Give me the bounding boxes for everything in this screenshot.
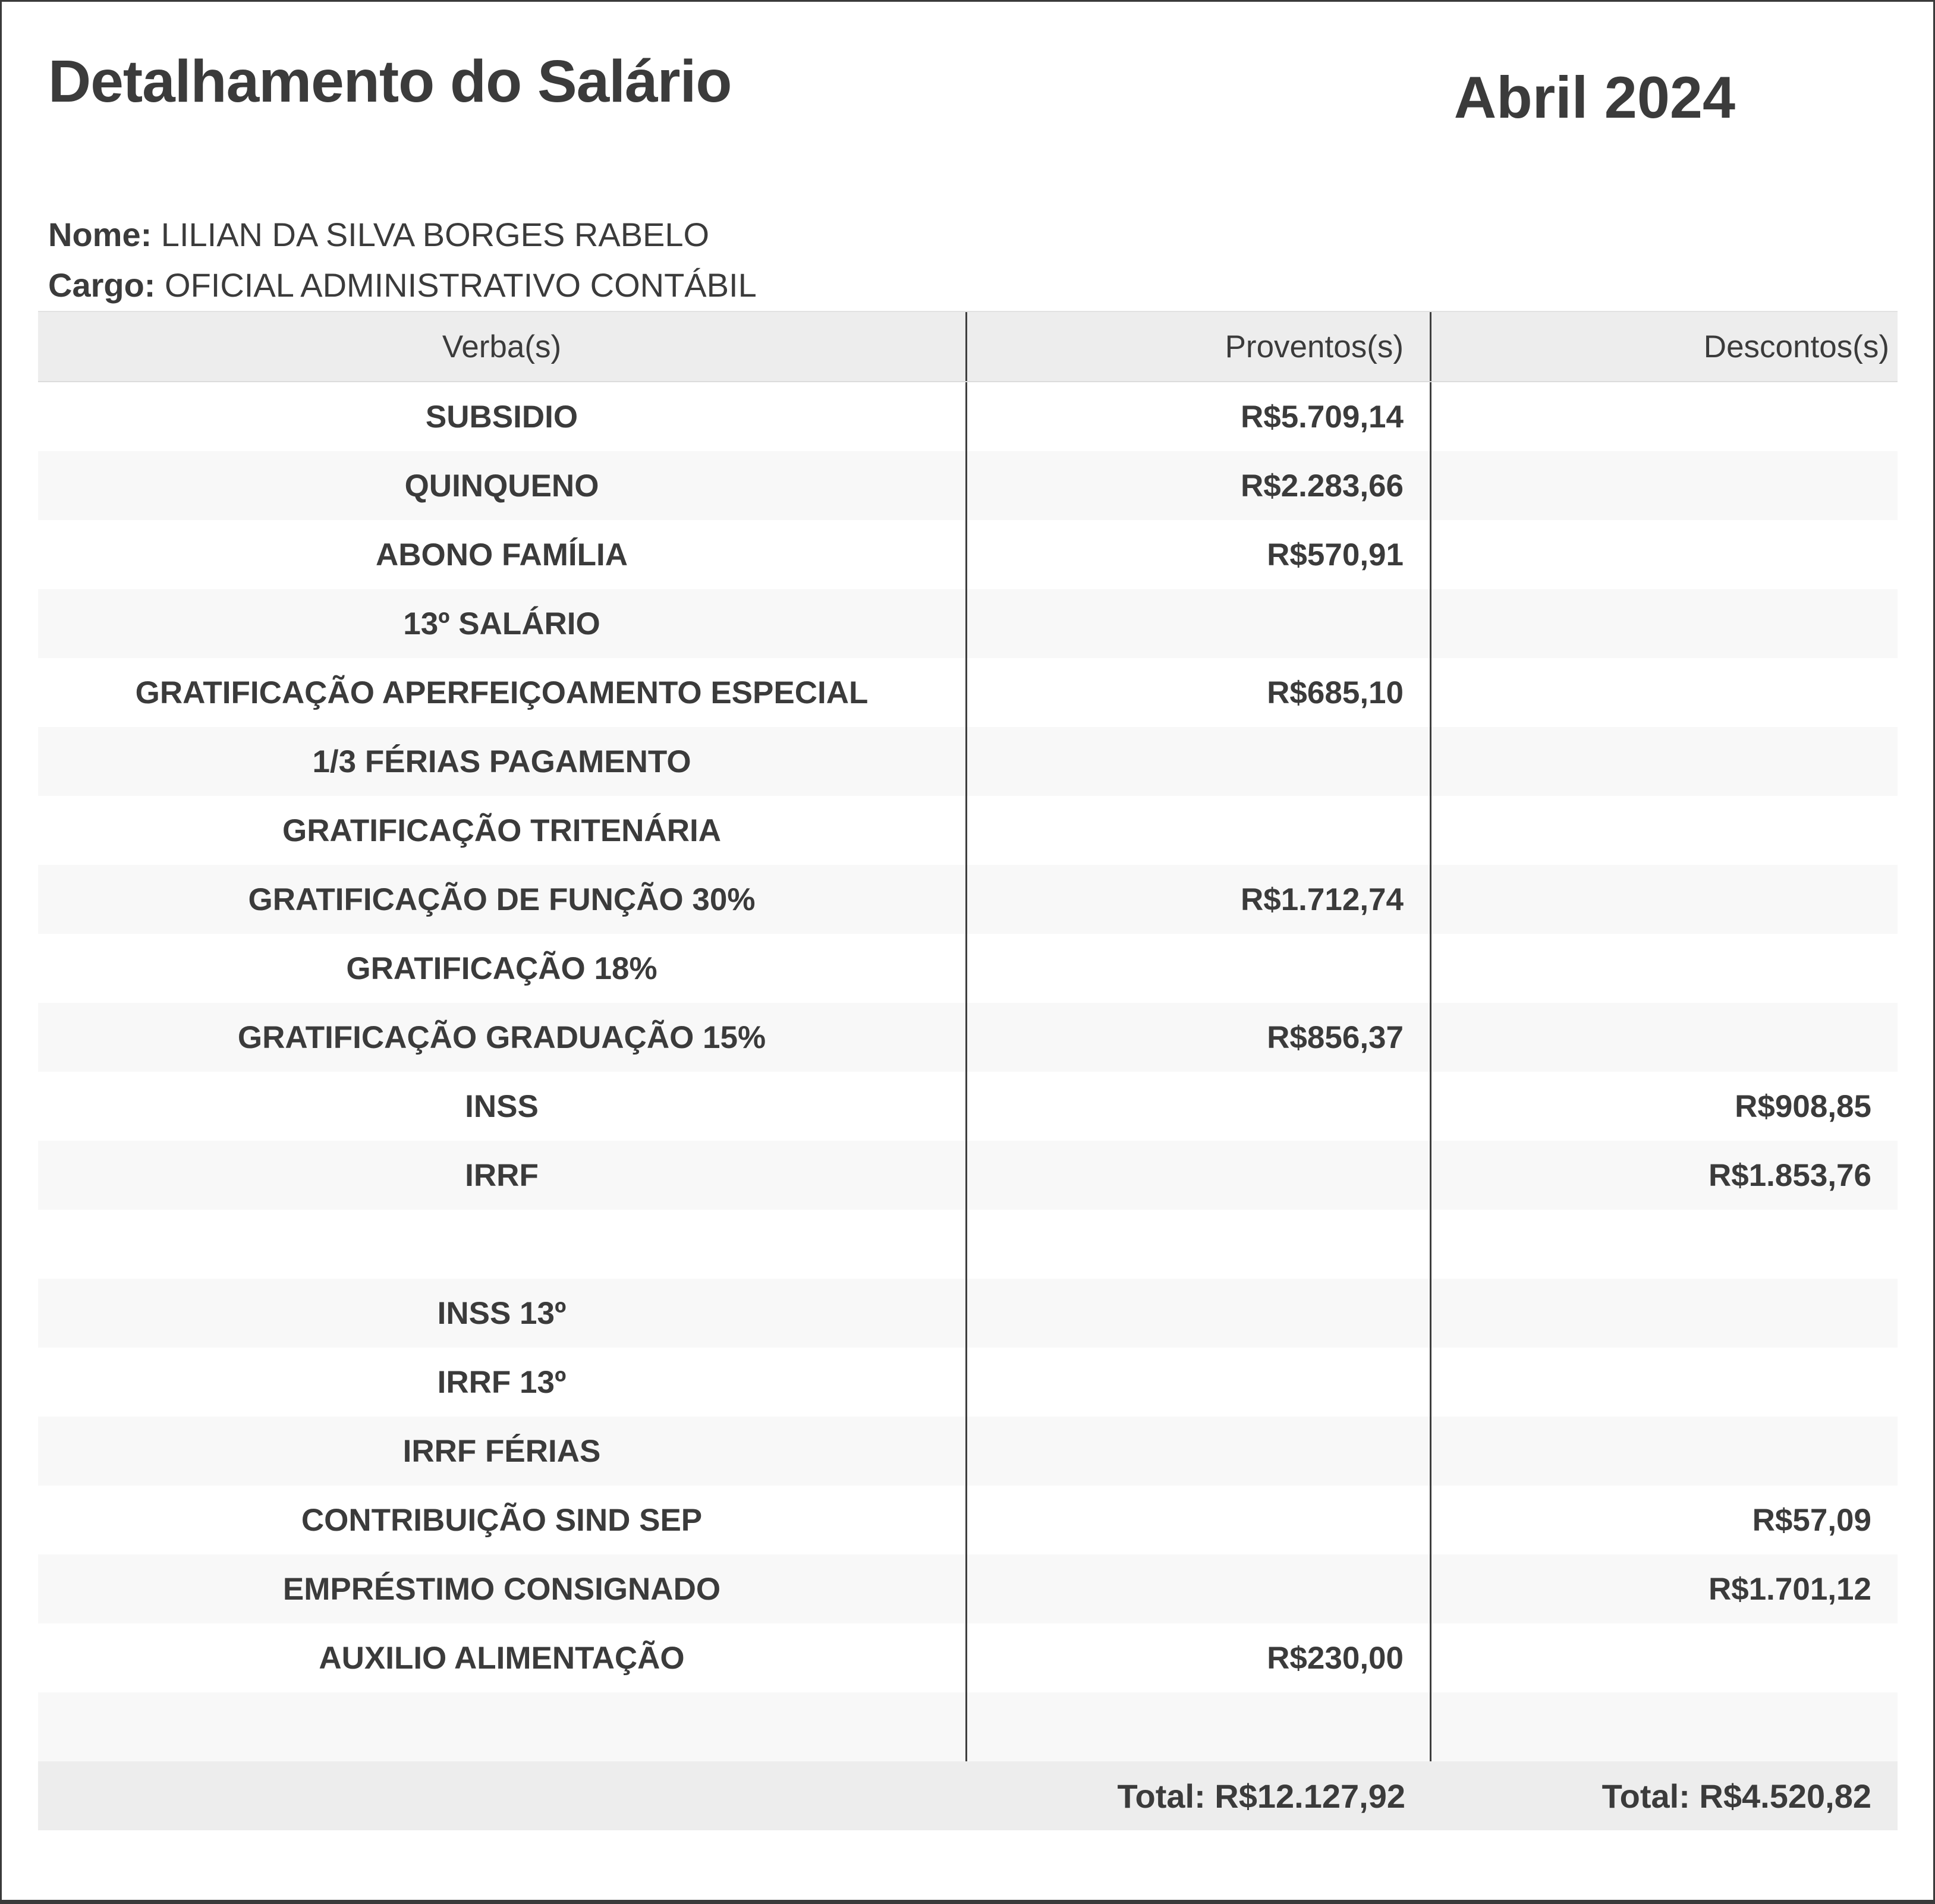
verba-cell: GRATIFICAÇÃO GRADUAÇÃO 15% [38, 1003, 967, 1072]
descontos-cell [1431, 1692, 1898, 1761]
verba-cell: CONTRIBUIÇÃO SIND SEP [38, 1486, 967, 1554]
proventos-cell [967, 1348, 1431, 1417]
role-value: OFICIAL ADMINISTRATIVO CONTÁBIL [165, 266, 757, 304]
document-header [48, 48, 1933, 130]
verba-cell [38, 1210, 967, 1279]
verba-cell [38, 1692, 967, 1761]
proventos-cell: R$856,37 [967, 1003, 1431, 1072]
column-header-verba: Verba(s) [38, 312, 967, 381]
totals-proventos: Total: R$12.127,92 [1117, 1777, 1405, 1815]
table-header-row [38, 311, 1898, 382]
table-row [38, 865, 1898, 934]
descontos-cell [1431, 589, 1898, 658]
verba-cell: SUBSIDIO [38, 382, 967, 451]
proventos-cell [967, 1072, 1431, 1141]
proventos-cell: R$570,91 [967, 520, 1431, 589]
verba-cell: INSS 13º [38, 1279, 967, 1348]
descontos-cell [1431, 727, 1898, 796]
proventos-cell [967, 796, 1431, 865]
table-row [38, 727, 1898, 796]
employee-role-line [48, 260, 1933, 310]
verba-cell: 1/3 FÉRIAS PAGAMENTO [38, 727, 967, 796]
table-row [38, 589, 1898, 658]
descontos-cell [1431, 1348, 1898, 1417]
descontos-cell [1431, 1279, 1898, 1348]
table-row [38, 1554, 1898, 1623]
totals-empty-cell [38, 1761, 967, 1830]
table-row [38, 1486, 1898, 1554]
descontos-cell: R$1.701,12 [1708, 1571, 1871, 1607]
descontos-cell [1431, 520, 1898, 589]
column-header-proventos: Proventos(s) [967, 312, 1431, 381]
proventos-cell: R$5.709,14 [967, 382, 1431, 451]
verba-cell: GRATIFICAÇÃO TRITENÁRIA [38, 796, 967, 865]
proventos-cell [967, 1554, 1431, 1623]
name-label: Nome: [48, 216, 152, 253]
verba-cell: EMPRÉSTIMO CONSIGNADO [38, 1554, 967, 1623]
descontos-cell [1431, 1417, 1898, 1486]
totals-descontos: Total: R$4.520,82 [1602, 1777, 1871, 1815]
table-row [38, 520, 1898, 589]
table-row [38, 1348, 1898, 1417]
verba-cell: GRATIFICAÇÃO 18% [38, 934, 967, 1003]
salary-table [38, 311, 1898, 1830]
table-row [38, 1692, 1898, 1761]
verba-cell: 13º SALÁRIO [38, 589, 967, 658]
proventos-cell [967, 1210, 1431, 1279]
proventos-cell: R$2.283,66 [967, 451, 1431, 520]
table-row [38, 1072, 1898, 1141]
descontos-cell [1431, 1003, 1898, 1072]
table-row [38, 1210, 1898, 1279]
descontos-cell: R$908,85 [1735, 1088, 1871, 1124]
table-row [38, 934, 1898, 1003]
proventos-cell: R$230,00 [967, 1623, 1431, 1692]
verba-cell: IRRF [38, 1141, 967, 1210]
descontos-cell: R$1.853,76 [1708, 1157, 1871, 1193]
role-label: Cargo: [48, 266, 156, 304]
page-title: Detalhamento do Salário [48, 48, 732, 115]
table-row [38, 382, 1898, 451]
verba-cell: QUINQUENO [38, 451, 967, 520]
totals-row [38, 1761, 1898, 1830]
proventos-cell [967, 934, 1431, 1003]
proventos-cell [967, 727, 1431, 796]
employee-name-line [48, 209, 1933, 260]
descontos-cell [1431, 865, 1898, 934]
verba-cell: INSS [38, 1072, 967, 1141]
proventos-cell [967, 1141, 1431, 1210]
proventos-cell [967, 589, 1431, 658]
verba-cell: GRATIFICAÇÃO APERFEIÇOAMENTO ESPECIAL [38, 658, 967, 727]
table-row [38, 796, 1898, 865]
verba-cell: GRATIFICAÇÃO DE FUNÇÃO 30% [38, 865, 967, 934]
descontos-cell [1431, 1210, 1898, 1279]
proventos-cell [967, 1692, 1431, 1761]
descontos-cell: R$57,09 [1752, 1502, 1871, 1538]
descontos-cell [1431, 382, 1898, 451]
table-row [38, 1003, 1898, 1072]
column-header-descontos: Descontos(s) [1703, 329, 1889, 364]
proventos-cell: R$685,10 [967, 658, 1431, 727]
verba-cell: IRRF FÉRIAS [38, 1417, 967, 1486]
name-value: LILIAN DA SILVA BORGES RABELO [161, 216, 710, 253]
period-label: Abril 2024 [1453, 64, 1735, 130]
descontos-cell [1431, 934, 1898, 1003]
descontos-cell [1431, 1623, 1898, 1692]
descontos-cell [1431, 658, 1898, 727]
table-body [38, 382, 1898, 1761]
proventos-cell [967, 1279, 1431, 1348]
table-row [38, 1141, 1898, 1210]
table-row [38, 658, 1898, 727]
proventos-cell [967, 1486, 1431, 1554]
table-row [38, 1623, 1898, 1692]
verba-cell: AUXILIO ALIMENTAÇÃO [38, 1623, 967, 1692]
proventos-cell [967, 1417, 1431, 1486]
verba-cell: IRRF 13º [38, 1348, 967, 1417]
descontos-cell [1431, 451, 1898, 520]
table-row [38, 1417, 1898, 1486]
descontos-cell [1431, 796, 1898, 865]
table-row [38, 451, 1898, 520]
table-row [38, 1279, 1898, 1348]
verba-cell: ABONO FAMÍLIA [38, 520, 967, 589]
proventos-cell: R$1.712,74 [967, 865, 1431, 934]
employee-info [48, 209, 1933, 310]
